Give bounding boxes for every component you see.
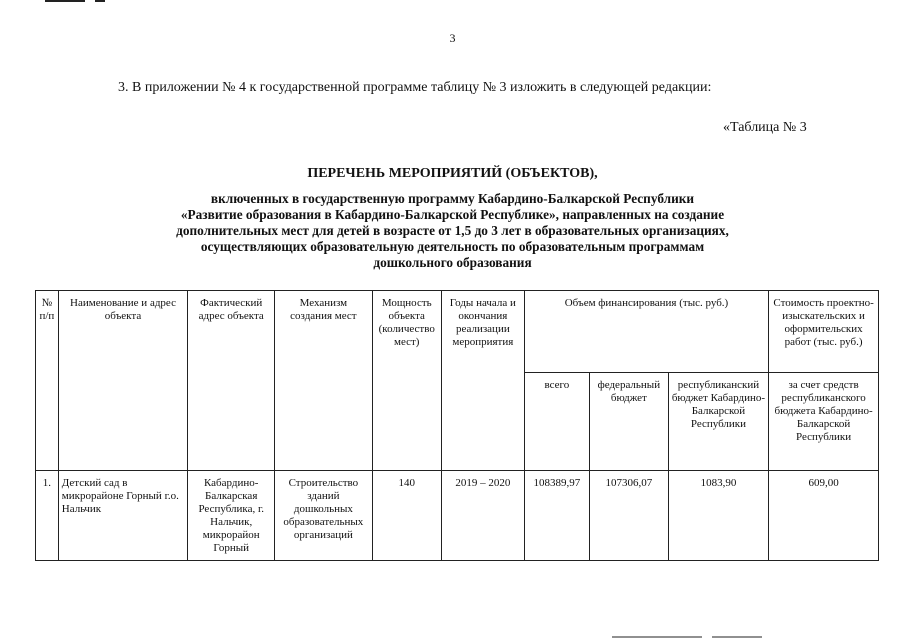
subtitle-line: осуществляющих образовательную деятельность по образовательным программам bbox=[200, 239, 705, 254]
header-capacity: Мощность объекта (количество мест) bbox=[372, 291, 441, 471]
document-heading: ПЕРЕЧЕНЬ МЕРОПРИЯТИЙ (ОБЪЕКТОВ), bbox=[307, 166, 598, 181]
header-mechanism: Механизм создания мест bbox=[275, 291, 372, 471]
header-name: Наименование и адрес объекта bbox=[58, 291, 187, 471]
header-total: всего bbox=[524, 373, 589, 471]
table-row bbox=[36, 471, 879, 561]
intro-paragraph: 3. В приложении № 4 к государственной программе таблицу № 3 изложить в следующей редакции: bbox=[118, 80, 712, 95]
header-financing: Объем финансирования (тыс. руб.) bbox=[524, 291, 768, 373]
header-design-source: за счет средств республиканского бюджета Кабардино-Балкарской Республики bbox=[769, 373, 879, 471]
header-federal: федеральный бюджет bbox=[590, 373, 669, 471]
cell-address: Кабардино-Балкарская Республика, г. Нальчик, микрорайон Горный bbox=[188, 471, 275, 561]
cell-federal: 107306,07 bbox=[590, 471, 669, 561]
subtitle-line: дошкольного образования bbox=[373, 255, 532, 270]
header-design-cost: Стоимость проектно-изыскательских и оформительских работ (тыс. руб.) bbox=[769, 291, 879, 373]
cell-num: 1. bbox=[36, 471, 59, 561]
scan-artifact bbox=[612, 636, 702, 638]
subtitle-line: дополнительных мест для детей в возрасте от 1,5 до 3 лет в образовательных организациях, bbox=[176, 223, 729, 238]
document-subtitle bbox=[0, 191, 905, 271]
cell-years: 2019 – 2020 bbox=[441, 471, 524, 561]
cell-mechanism: Строительство зданий дошкольных образовательных организаций bbox=[275, 471, 372, 561]
header-republic: республиканский бюджет Кабардино-Балкарской Республики bbox=[668, 373, 768, 471]
page-number: 3 bbox=[449, 31, 456, 45]
subtitle-line: «Развитие образования в Кабардино-Балкарской Республике», направленных на создание bbox=[180, 207, 725, 222]
cell-capacity: 140 bbox=[372, 471, 441, 561]
cell-name: Детский сад в микрорайоне Горный г.о. Нальчик bbox=[58, 471, 187, 561]
scan-artifact bbox=[712, 636, 762, 638]
scan-artifact bbox=[45, 0, 85, 2]
header-num: № п/п bbox=[36, 291, 59, 471]
table-reference: «Таблица № 3 bbox=[723, 120, 807, 135]
cell-republic: 1083,90 bbox=[668, 471, 768, 561]
subtitle-line: включенных в государственную программу Кабардино-Балкарской Республики bbox=[210, 191, 695, 206]
header-years: Годы начала и окончания реализации мероприятия bbox=[441, 291, 524, 471]
scan-artifact bbox=[95, 0, 105, 2]
cell-design: 609,00 bbox=[769, 471, 879, 561]
header-address: Фактический адрес объекта bbox=[188, 291, 275, 471]
cell-total: 108389,97 bbox=[524, 471, 589, 561]
measures-table bbox=[35, 290, 879, 561]
